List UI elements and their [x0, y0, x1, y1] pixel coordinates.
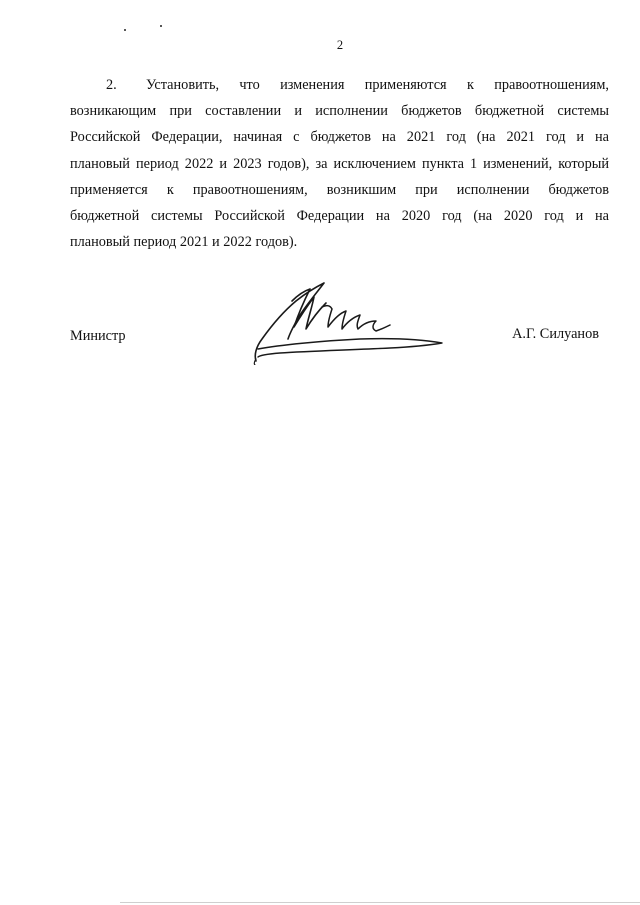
document-body [70, 72, 609, 255]
paragraph-line: Российской Федерации, начиная с бюджетов на 2021 год (на 2021 год и на [70, 129, 609, 146]
paragraph-line: возникающим при составлении и исполнении бюджетов бюджетной системы [70, 103, 609, 120]
signatory-title: Министр [70, 328, 126, 344]
paragraph-number: 2. [106, 77, 117, 93]
handwritten-signature [250, 275, 450, 365]
paragraph-line: плановый период 2022 и 2023 годов), за исключением пункта 1 изменений, который [70, 155, 609, 172]
signature-stroke [255, 283, 324, 361]
signature-stroke [292, 289, 326, 329]
signature-stroke [322, 306, 390, 331]
scan-artifact-dot [160, 25, 162, 27]
scan-artifact-dot [124, 29, 126, 31]
paragraph-line: бюджетной системы Российской Федерации на 2020 год (на 2020 год и на [70, 208, 609, 225]
paragraph-2 [70, 72, 609, 255]
page-number: 2 [336, 38, 344, 52]
paragraph-line-text: Установить, что изменения применяются к правоотношениям, [146, 77, 609, 93]
signature-stroke [254, 359, 256, 365]
signatory-name: А.Г. Силуанов [512, 326, 599, 342]
paragraph-line [70, 72, 609, 98]
paragraph-line: плановый период 2021 и 2022 годов). [70, 234, 298, 251]
paragraph-line: применяется к правоотношениям, возникшим при исполнении бюджетов [70, 181, 609, 198]
signature-stroke [258, 339, 442, 357]
scan-bottom-edge [120, 902, 640, 903]
